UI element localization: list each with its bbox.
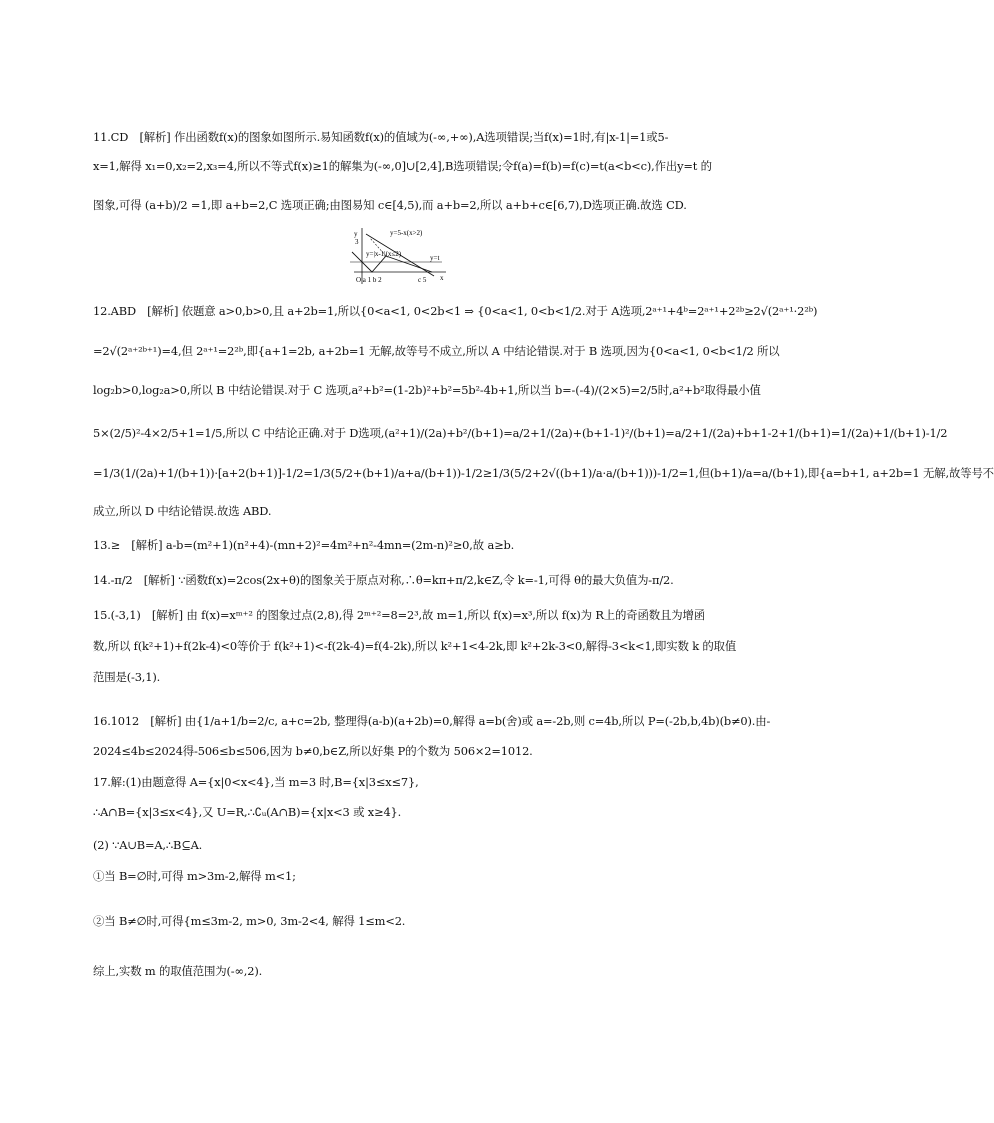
y-tick-3: 3 <box>355 238 359 246</box>
x-axis-label: x <box>440 274 444 282</box>
text-line: =2√(2ᵃ⁺²ᵇ⁺¹)=4,但 2ᵃ⁺¹=2²ᵇ,即{a+1=2b, a+2b=1 无解,故等号不成立,所以 A 中结论错误.对于 B 选项,因为{0<a<1, 0<b<1/2 所以 <box>93 344 780 358</box>
text-line: ∴A∩B={x|3≤x<4},又 U=R,∴∁ᵤ(A∩B)={x|x<3 或 x≥4}. <box>93 805 402 819</box>
text-line: 2024≤4b≤2024得-506≤b≤506,因为 b≠0,b∈Z,所以好集 P的个数为 506×2=1012. <box>93 744 533 758</box>
text-line: ②当 B≠∅时,可得{m≤3m-2, m>0, 3m-2<4, 解得 1≤m<2. <box>93 914 406 928</box>
line-label-t: y=t <box>430 254 440 262</box>
text-line: x=1,解得 x₁=0,x₂=2,x₃=4,所以不等式f(x)≥1的解集为(-∞,0]∪[2,4],B选项错误;令f(a)=f(b)=f(c)=t(a<b<c),作出y=t 的 <box>93 159 712 173</box>
text-line: 图象,可得 (a+b)/2 =1,即 a+b=2,C 选项正确;由图易知 c∈[4,5),而 a+b=2,所以 a+b+c∈[6,7),D选项正确.故选 CD. <box>93 198 687 212</box>
text-line: 12.ABD [解析] 依题意 a>0,b>0,且 a+2b=1,所以{0<a<1, 0<2b<1 ⇒ {0<a<1, 0<b<1/2.对于 A选项,2ᵃ⁺¹+4ᵇ=2ᵃ⁺¹+2²ᵇ≥2√(2ᵃ⁺¹·2²ᵇ) <box>93 304 818 318</box>
y-axis-label: y <box>354 230 358 238</box>
text-line: 14.-π/2 [解析] ∵函数f(x)=2cos(2x+θ)的图象关于原点对称,∴θ=kπ+π/2,k∈Z,令 k=-1,可得 θ的最大负值为-π/2. <box>93 573 674 587</box>
text-line: 数,所以 f(k²+1)+f(2k-4)<0等价于 f(k²+1)<-f(2k-4)=f(4-2k),所以 k²+1<4-2k,即 k²+2k-3<0,解得-3<k<1,即实数 k 的取值 <box>93 639 737 653</box>
function-graph-figure <box>346 226 448 286</box>
text-line: 范围是(-3,1). <box>93 670 161 684</box>
text-line: 成立,所以 D 中结论错误.故选 ABD. <box>93 504 272 518</box>
text-line: ①当 B=∅时,可得 m>3m-2,解得 m<1; <box>93 869 296 883</box>
text-line: log₂b>0,log₂a>0,所以 B 中结论错误.对于 C 选项,a²+b²=(1-2b)²+b²=5b²-4b+1,所以当 b=-(-4)/(2×5)=2/5时,a²+b²取得最小值 <box>93 383 761 397</box>
curve-label-abs: y=|x-1|(x≤2) <box>366 250 402 258</box>
text-line: 综上,实数 m 的取值范围为(-∞,2). <box>93 964 263 978</box>
text-line: 11.CD [解析] 作出函数f(x)的图象如图所示.易知函数f(x)的值域为(-∞,+∞),A选项错误;当f(x)=1时,有|x-1|=1或5- <box>93 130 669 144</box>
text-line: 13.≥ [解析] a-b=(m²+1)(n²+4)-(mn+2)²=4m²+n²-4mn=(2m-n)²≥0,故 a≥b. <box>93 538 515 552</box>
text-line: (2) ∵A∪B=A,∴B⊆A. <box>93 838 203 852</box>
x-tick-labels: O a 1 b 2 <box>356 276 382 284</box>
text-line: 17.解:(1)由题意得 A={x|0<x<4},当 m=3 时,B={x|3≤x≤7}, <box>93 775 419 789</box>
text-line: 16.1012 [解析] 由{1/a+1/b=2/c, a+c=2b, 整理得(a-b)(a+2b)=0,解得 a=b(舍)或 a=-2b,则 c=4b,所以 P=(-2b,b,4b)(b≠0).由- <box>93 714 771 728</box>
text-line: 5×(2/5)²-4×2/5+1=1/5,所以 C 中结论正确.对于 D选项,(a²+1)/(2a)+b²/(b+1)=a/2+1/(2a)+(b+1-1)²/(b+1)=a/2+1/(2a)+b+1-2+1/(b+1)=1/(2a)+1/(b+1)-1/2 <box>93 426 948 440</box>
curve-label-5-minus-x: y=5-x(x>2) <box>390 229 423 237</box>
text-line: =1/3(1/(2a)+1/(b+1))·[a+2(b+1)]-1/2=1/3(5/2+(b+1)/a+a/(b+1))-1/2≥1/3(5/2+2√((b+1)/a·a/(b+1)))-1/2=1,但(b+1)/a=a/(b+1),即{a=b+1, a+2b=1 无解,故等号不 <box>93 466 994 480</box>
x-tick-labels-right: c 5 <box>418 276 427 284</box>
text-line: 15.(-3,1) [解析] 由 f(x)=xᵐ⁺² 的图象过点(2,8),得 2ᵐ⁺²=8=2³,故 m=1,所以 f(x)=x³,所以 f(x)为 R上的奇函数且为增函 <box>93 608 705 622</box>
